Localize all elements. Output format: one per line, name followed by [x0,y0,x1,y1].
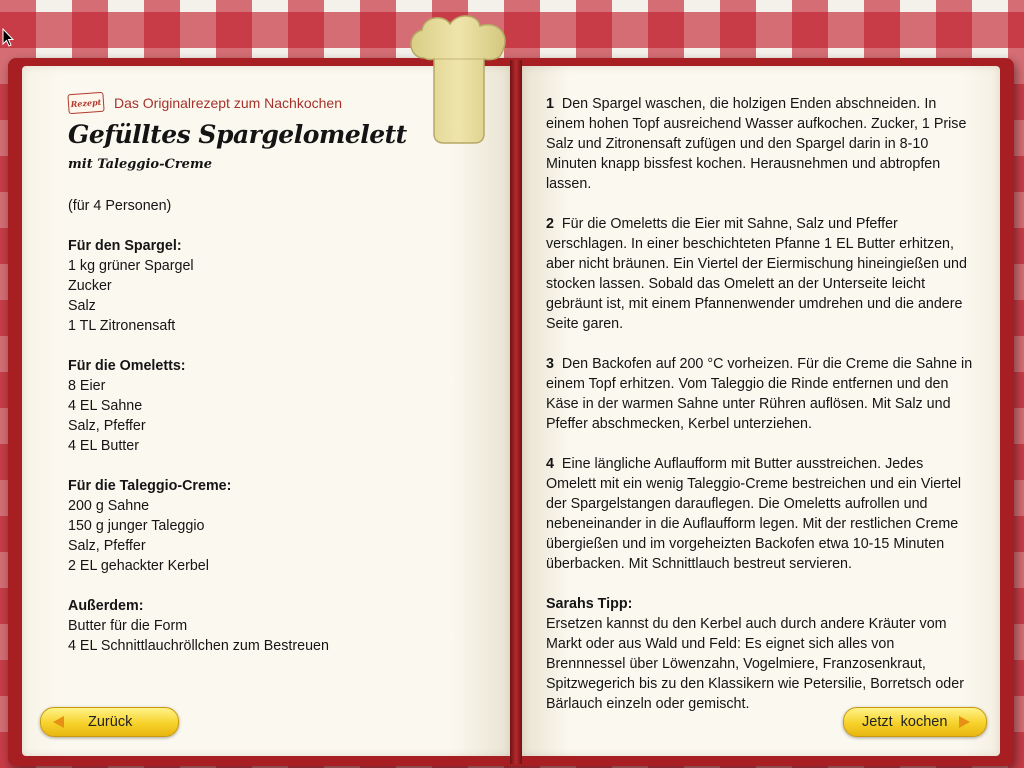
ingredient-item: Butter für die Form [68,618,188,634]
ingredient-item: 4 EL Sahne [68,398,143,414]
start-cooking-button[interactable] [843,707,987,737]
ingredient-item: Salz [68,298,96,314]
header-tagline: Das Originalrezept zum Nachkochen [114,95,342,111]
step-number: 4 [546,456,554,472]
ingredient-item: 8 Eier [68,378,106,394]
step-number: 1 [546,96,554,112]
step-3 [546,354,976,434]
ingredient-group-heading: Für den Spargel: [68,238,182,254]
ingredient-item: 150 g junger Taleggio [68,518,205,534]
ingredient-item: Salz, Pfeffer [68,538,146,554]
step-number: 2 [546,216,554,232]
start-cooking-button-label: Jetzt kochen [862,714,948,730]
step-1 [546,94,976,194]
ingredient-item: Salz, Pfeffer [68,418,146,434]
ingredient-item: 1 kg grüner Spargel [68,258,194,274]
ingredient-group-heading: Für die Omeletts: [68,358,186,374]
recipe-subtitle: mit Taleggio-Creme [68,157,212,172]
step-2 [546,214,976,334]
tip-text: Ersetzen kannst du den Kerbel auch durch andere Kräuter vom Markt oder aus Wald und Feld: Es eignet sich alles von Brennnessel über Löwenzahn, Vogelmiere, Franzosenkraut, Spitzwegerich bis zu den Klassikern wie Petersilie, Borretsch oder Bärlauch einzeln oder gemischt. [546,616,964,712]
ingredient-item: 1 TL Zitronensaft [68,318,176,334]
step-text: Den Backofen auf 200 °C vorheizen. Für die Creme die Sahne in einem Topf erhitzen. Vom Taleggio die Rinde entfernen und den Käse in der warmen Sahne unter Rühren auflösen. Mit Salz und Pfeffer abschmecken, Kerbel unterziehen. [546,356,973,432]
ingredients-list [68,196,488,656]
mouse-cursor-icon [2,28,14,48]
ingredient-item: 4 EL Schnittlauchröllchen zum Bestreuen [68,638,329,654]
ingredient-group-heading: Für die Taleggio-Creme: [68,478,232,494]
ingredient-item: 200 g Sahne [68,498,150,514]
rezept-badge-icon: Rezept [67,92,104,114]
book-spine [510,60,522,764]
step-text: Den Spargel waschen, die holzigen Enden abschneiden. In einem hohen Topf ausreichend Wasser aufkochen. Zucker, 1 Prise Salz und Zitronensaft zufügen und den Spargel darin in 8-10 Minuten knapp bissfest kochen. Herausnehmen und abtropfen lassen. [546,96,967,192]
ingredient-group-heading: Außerdem: [68,598,144,614]
ingredient-item: 4 EL Butter [68,438,139,454]
step-4 [546,454,976,574]
ingredient-item: Zucker [68,278,112,294]
preparation-steps [546,94,976,714]
ingredient-item: 2 EL gehackter Kerbel [68,558,209,574]
recipe-header [68,93,342,113]
tip-title: Sarahs Tipp: [546,596,633,612]
arrow-right-icon [959,716,970,728]
back-button-label: Zurück [88,714,133,730]
step-text: Für die Omeletts die Eier mit Sahne, Salz und Pfeffer verschlagen. In einer beschichteten Pfanne 1 EL Butter erhitzen, aber nicht bräunen. Ein Viertel der Eiermischung hineingießen und stocken lassen. Sobald das Omelett an der Unterseite leicht gebräunt ist, mit einem Pfannenwender umdrehen und die andere Seite garen. [546,216,967,332]
step-number: 3 [546,356,554,372]
recipe-title: Gefülltes Spargelomelett [68,120,407,149]
step-text: Eine längliche Auflaufform mit Butter ausstreichen. Jedes Omelett mit ein wenig Taleggio-Creme bestreichen und ein Viertel der Spargelstangen darauflegen. Die Omeletts aufrollen und nebeneinander in die Auflaufform legen. Mit der restlichen Creme übergießen und im vorgeheizten Backofen etwa 10-15 Minuten überbacken. Mit Schnittlauch bestreut servieren. [546,456,962,572]
back-button[interactable] [40,707,179,737]
servings: (für 4 Personen) [68,198,172,214]
chef-hat-bookmark-icon[interactable] [404,12,516,144]
arrow-left-icon [53,716,64,728]
